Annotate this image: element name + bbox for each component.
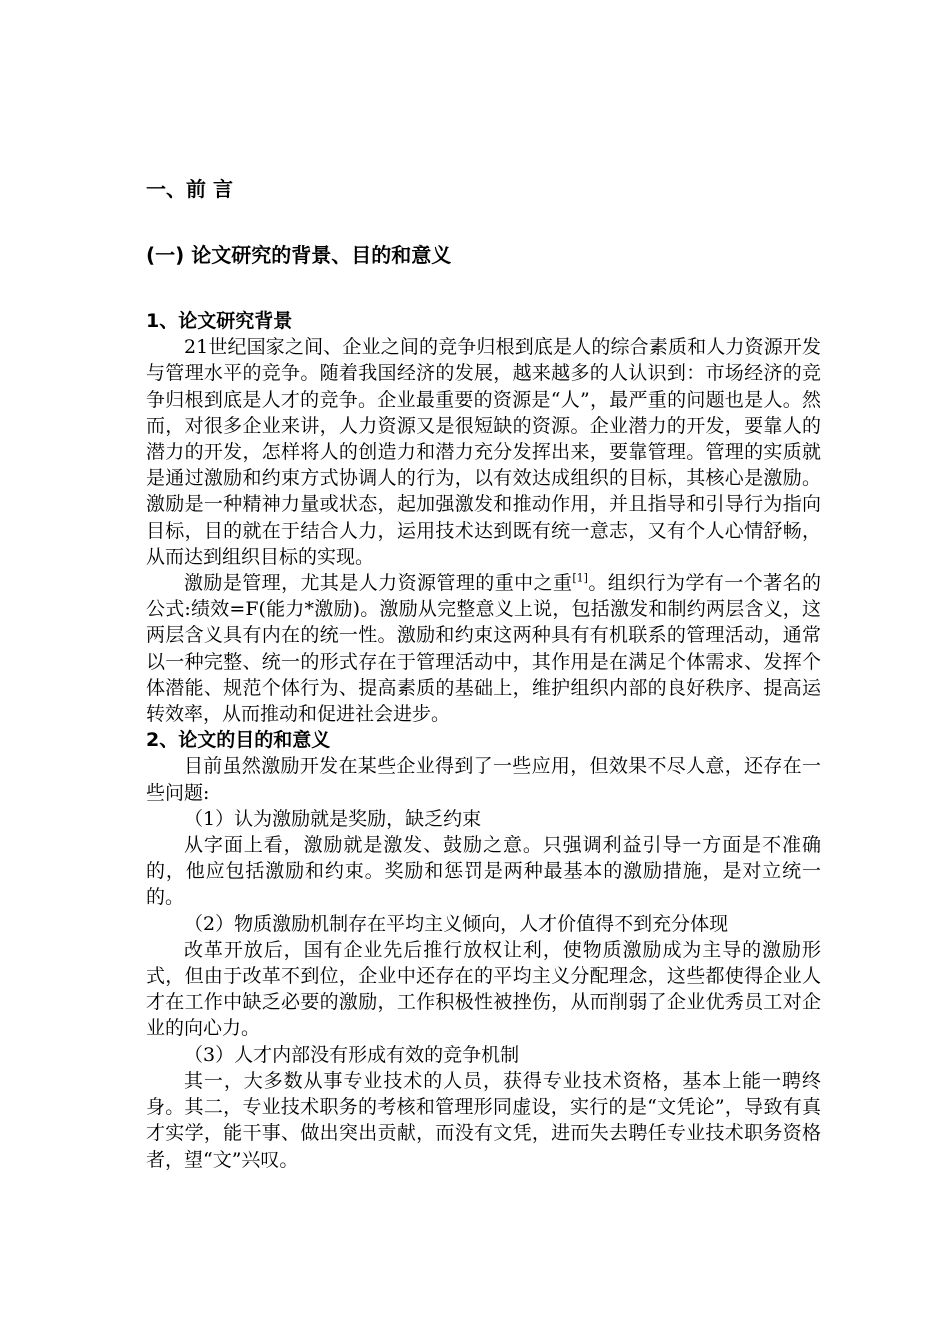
paragraph-purpose-intro: 目前虽然激励开发在某些企业得到了一些应用，但效果不尽人意，还存在一些问题: [146, 755, 821, 804]
paragraph-item-2: 改革开放后，国有企业先后推行放权让利，使物质激励成为主导的激励形式，但由于改革不到位，企业中还存在的平均主义分配理念，这些都使得企业人才在工作中缺乏必要的激励，工作积极性被挫伤，从而削弱了企业优秀员工对企业的向心力。 [146, 938, 821, 1040]
paragraph-text: 。组织行为学有一个著名的公式:绩效=F(能力*激励)。激励从完整意义上说，包括激发和制约两层含义，这两层含义具有内在的统一性。激励和约束这两种具有有机联系的管理活动，通常以一种完整、统一的形式存在于管理活动中，其作用是在满足个体需求、发挥个体潜能、规范个体行为、提高素质的基础上，维护组织内部的良好秩序、提高运转效率，从而推动和促进社会进步。 [146, 572, 821, 726]
subsection-heading-background: 1、论文研究背景 [146, 310, 293, 332]
paragraph-item-3: 其一，大多数从事专业技术的人员，获得专业技术资格，基本上能一聘终身。其二，专业技术职务的考核和管理形同虚设，实行的是“文凭论”，导致有真才实学，能干事、做出突出贡献，而没有文凭，进而失去聘任专业技术职务资格者，望“文”兴叹。 [146, 1069, 821, 1171]
paragraph-background-2 [146, 570, 821, 727]
section-heading: (一) 论文研究的背景、目的和意义 [146, 243, 452, 267]
list-item-title-3: （3）人才内部没有形成有效的竞争机制 [184, 1043, 520, 1066]
list-item-title-1: （1）认为激励就是奖励，缺乏约束 [184, 807, 482, 830]
chapter-heading: 一、前 言 [146, 177, 233, 201]
paragraph-background-1: 21世纪国家之间、企业之间的竞争归根到底是人的综合素质和人力资源开发与管理水平的竞争。随着我国经济的发展，越来越多的人认识到：市场经济的竞争归根到底是人才的竞争。企业最重要的资源是“人”，最严重的问题也是人。然而，对很多企业来讲，人力资源又是很短缺的资源。企业潜力的开发，要靠人的潜力的开发，怎样将人的创造力和潜力充分发挥出来，要靠管理。管理的实质就是通过激励和约束方式协调人的行为，以有效达成组织的目标，其核心是激励。激励是一种精神力量或状态，起加强激发和推动作用，并且指导和引导行为指向目标，目的就在于结合人力，运用技术达到既有统一意志，又有个人心情舒畅，从而达到组织目标的实现。 [146, 336, 821, 568]
document-body [146, 174, 821, 1173]
citation-reference[interactable]: [1] [572, 571, 588, 585]
paragraph-item-1: 从字面上看，激励就是激发、鼓励之意。只强调利益引导一方面是不准确的，他应包括激励和约束。奖励和惩罚是两种最基本的激励措施，是对立统一的。 [146, 834, 821, 909]
list-item-title-2: （2）物质激励机制存在平均主义倾向，人才价值得不到充分体现 [184, 912, 729, 935]
paragraph-text: 激励是管理，尤其是人力资源管理的重中之重 [184, 572, 573, 595]
subsection-heading-purpose: 2、论文的目的和意义 [146, 729, 331, 752]
